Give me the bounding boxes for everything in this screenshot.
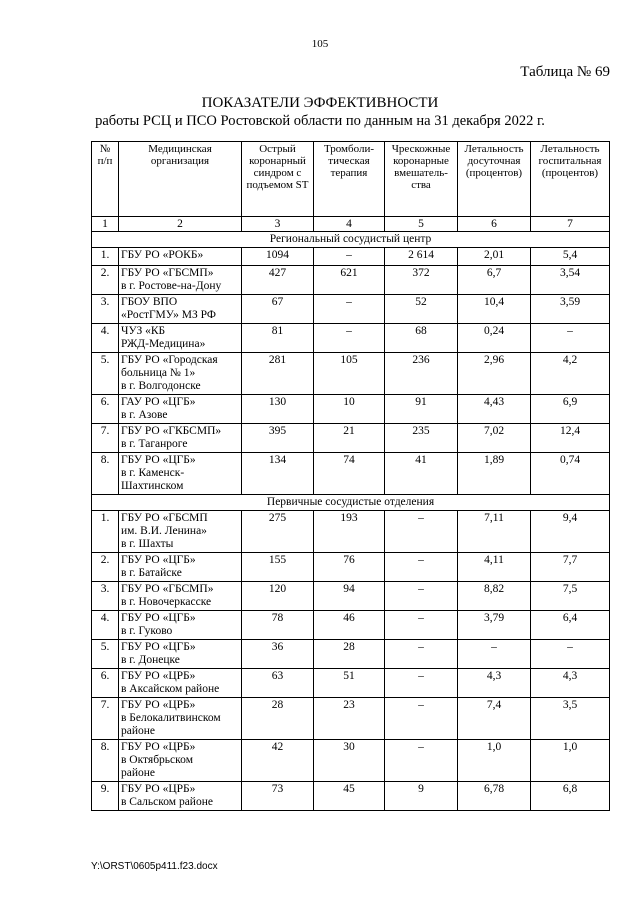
organization-name-line: ГБУ РО «ЦРБ» <box>121 699 196 711</box>
acs-value: 36 <box>242 640 314 669</box>
organization-name-line: в г. Волгодонске <box>121 380 201 392</box>
thrombolysis-value: 30 <box>314 740 385 782</box>
mortality-hospital-value: 9,4 <box>531 511 610 553</box>
section-title: Первичные сосудистые отделения <box>92 495 610 511</box>
acs-value: 427 <box>242 266 314 295</box>
organization-name-line: ЧУЗ «КБ <box>121 325 166 337</box>
thrombolysis-value: 23 <box>314 698 385 740</box>
organization-name-line: больница № 1» <box>121 367 196 379</box>
mortality-hospital-value: – <box>531 324 610 353</box>
organization-cell <box>119 582 242 611</box>
organization-name-line: РЖД-Медицина» <box>121 338 206 350</box>
organization-name-line: в г. Гуково <box>121 625 173 637</box>
organization-name-line: ГБУ РО «ГБСМП» <box>121 267 214 279</box>
row-number: 3. <box>92 295 119 324</box>
table-row <box>92 553 610 582</box>
thrombolysis-value: 94 <box>314 582 385 611</box>
row-number: 7. <box>92 424 119 453</box>
organization-name-line: в Белокалитвинском <box>121 712 221 724</box>
mortality-day-value: 7,02 <box>458 424 531 453</box>
organization-name-line: ГБУ РО «ЦРБ» <box>121 741 196 753</box>
mortality-hospital-value: 6,8 <box>531 782 610 811</box>
mortality-hospital-value: 3,5 <box>531 698 610 740</box>
organization-name-line: Шахтинском <box>121 480 184 492</box>
organization-name-line: ГБУ РО «ЦРБ» <box>121 783 196 795</box>
organization-cell <box>119 248 242 266</box>
organization-name-line: ГБУ РО «ЦРБ» <box>121 670 196 682</box>
table-row <box>92 511 610 553</box>
table-row <box>92 353 610 395</box>
column-number: 4 <box>314 217 385 232</box>
pci-value: 41 <box>385 453 458 495</box>
organization-name-line: в Октябрьском <box>121 754 193 766</box>
column-number-row <box>92 217 610 232</box>
mortality-day-value: 4,11 <box>458 553 531 582</box>
row-number: 5. <box>92 353 119 395</box>
section-header-row <box>92 232 610 248</box>
table-row <box>92 611 610 640</box>
acs-value: 28 <box>242 698 314 740</box>
mortality-day-value: 4,43 <box>458 395 531 424</box>
indicators-table <box>91 141 610 811</box>
table-row <box>92 295 610 324</box>
organization-name-line: в г. Шахты <box>121 538 174 550</box>
pci-value: – <box>385 698 458 740</box>
organization-cell <box>119 698 242 740</box>
organization-name-line: ГБУ РО «ЦГБ» <box>121 612 196 624</box>
column-number: 5 <box>385 217 458 232</box>
mortality-day-value: 2,01 <box>458 248 531 266</box>
mortality-hospital-value: 3,59 <box>531 295 610 324</box>
acs-value: 1094 <box>242 248 314 266</box>
header-thrombolysis: Тромболи-тическая терапия <box>314 142 385 217</box>
pci-value: 52 <box>385 295 458 324</box>
organization-name-line: ГБУ РО «ГБСМП» <box>121 583 214 595</box>
acs-value: 275 <box>242 511 314 553</box>
acs-value: 78 <box>242 611 314 640</box>
mortality-day-value: 6,78 <box>458 782 531 811</box>
organization-name-line: районе <box>121 767 156 779</box>
table-row <box>92 669 610 698</box>
thrombolysis-value: 51 <box>314 669 385 698</box>
row-number: 1. <box>92 248 119 266</box>
mortality-day-value: 3,79 <box>458 611 531 640</box>
acs-value: 134 <box>242 453 314 495</box>
mortality-hospital-value: 5,4 <box>531 248 610 266</box>
row-number: 7. <box>92 698 119 740</box>
thrombolysis-value: 74 <box>314 453 385 495</box>
organization-name-line: районе <box>121 725 156 737</box>
header-pci: Чрескожные коронарные вмешатель-ства <box>385 142 458 217</box>
acs-value: 155 <box>242 553 314 582</box>
thrombolysis-value: 45 <box>314 782 385 811</box>
header-acs-st: Острый коронарный синдром с подъемом ST <box>242 142 314 217</box>
table-caption: Таблица № 69 <box>520 64 610 80</box>
table-row <box>92 698 610 740</box>
pci-value: 91 <box>385 395 458 424</box>
organization-name-line: в г. Азове <box>121 409 168 421</box>
pci-value: 235 <box>385 424 458 453</box>
organization-name-line: ГБУ РО «ГБСМП <box>121 512 208 524</box>
table-row <box>92 640 610 669</box>
organization-name-line: в г. Батайске <box>121 567 182 579</box>
mortality-day-value: 0,24 <box>458 324 531 353</box>
organization-name-line: ГБОУ ВПО <box>121 296 178 308</box>
table-row <box>92 740 610 782</box>
organization-name-line: в г. Таганроге <box>121 438 188 450</box>
thrombolysis-value: 21 <box>314 424 385 453</box>
pci-value: – <box>385 553 458 582</box>
organization-name-line: в г. Ростове-на-Дону <box>121 280 222 292</box>
table-row <box>92 248 610 266</box>
thrombolysis-value: 28 <box>314 640 385 669</box>
table-row <box>92 395 610 424</box>
organization-cell <box>119 740 242 782</box>
mortality-day-value: 1,89 <box>458 453 531 495</box>
organization-cell <box>119 553 242 582</box>
pci-value: 372 <box>385 266 458 295</box>
mortality-hospital-value: 3,54 <box>531 266 610 295</box>
pci-value: 9 <box>385 782 458 811</box>
organization-cell <box>119 611 242 640</box>
thrombolysis-value: 105 <box>314 353 385 395</box>
thrombolysis-value: 46 <box>314 611 385 640</box>
pci-value: – <box>385 511 458 553</box>
pci-value: – <box>385 740 458 782</box>
organization-name-line: ГБУ РО «РОКБ» <box>121 249 204 261</box>
acs-value: 281 <box>242 353 314 395</box>
table-row <box>92 266 610 295</box>
thrombolysis-value: 621 <box>314 266 385 295</box>
pci-value: – <box>385 582 458 611</box>
organization-cell <box>119 395 242 424</box>
organization-cell <box>119 324 242 353</box>
column-number: 7 <box>531 217 610 232</box>
table-row <box>92 424 610 453</box>
mortality-day-value: 10,4 <box>458 295 531 324</box>
organization-cell <box>119 295 242 324</box>
mortality-hospital-value: 0,74 <box>531 453 610 495</box>
organization-cell <box>119 640 242 669</box>
mortality-hospital-value: 6,9 <box>531 395 610 424</box>
row-number: 2. <box>92 553 119 582</box>
row-number: 3. <box>92 582 119 611</box>
organization-cell <box>119 266 242 295</box>
organization-name-line: ГБУ РО «ГКБСМП» <box>121 425 222 437</box>
thrombolysis-value: 76 <box>314 553 385 582</box>
organization-name-line: ГБУ РО «ЦГБ» <box>121 454 196 466</box>
mortality-hospital-value: – <box>531 640 610 669</box>
thrombolysis-value: – <box>314 324 385 353</box>
acs-value: 395 <box>242 424 314 453</box>
table-body <box>92 232 610 811</box>
acs-value: 130 <box>242 395 314 424</box>
file-path-footer: Y:\ORST\0605p411.f23.docx <box>91 861 218 872</box>
table-row <box>92 453 610 495</box>
header-organization: Медицинская организация <box>119 142 242 217</box>
acs-value: 81 <box>242 324 314 353</box>
mortality-day-value: 8,82 <box>458 582 531 611</box>
table-row <box>92 582 610 611</box>
organization-cell <box>119 669 242 698</box>
header-mortality-hospital: Летальность госпитальная (процентов) <box>531 142 610 217</box>
pci-value: – <box>385 611 458 640</box>
row-number: 6. <box>92 669 119 698</box>
pci-value: 68 <box>385 324 458 353</box>
row-number: 6. <box>92 395 119 424</box>
section-title: Региональный сосудистый центр <box>92 232 610 248</box>
mortality-day-value: 6,7 <box>458 266 531 295</box>
row-number: 5. <box>92 640 119 669</box>
organization-name-line: «РостГМУ» МЗ РФ <box>121 309 216 321</box>
organization-name-line: в Аксайском районе <box>121 683 220 695</box>
organization-name-line: в г. Новочеркасске <box>121 596 212 608</box>
pci-value: – <box>385 669 458 698</box>
mortality-day-value: 7,4 <box>458 698 531 740</box>
row-number: 8. <box>92 453 119 495</box>
row-number: 1. <box>92 511 119 553</box>
organization-name-line: ГБУ РО «ЦГБ» <box>121 554 196 566</box>
organization-name-line: в г. Каменск- <box>121 467 185 479</box>
thrombolysis-value: 10 <box>314 395 385 424</box>
mortality-day-value: – <box>458 640 531 669</box>
column-number: 2 <box>119 217 242 232</box>
acs-value: 67 <box>242 295 314 324</box>
document-subtitle: работы РСЦ и ПСО Ростовской области по данным на 31 декабря 2022 г. <box>95 113 545 129</box>
thrombolysis-value: 193 <box>314 511 385 553</box>
organization-cell <box>119 511 242 553</box>
row-number: 9. <box>92 782 119 811</box>
acs-value: 42 <box>242 740 314 782</box>
mortality-hospital-value: 7,7 <box>531 553 610 582</box>
row-number: 4. <box>92 611 119 640</box>
mortality-day-value: 1,0 <box>458 740 531 782</box>
header-mortality-day: Летальность досуточная (процентов) <box>458 142 531 217</box>
table-row <box>92 324 610 353</box>
mortality-day-value: 7,11 <box>458 511 531 553</box>
mortality-hospital-value: 1,0 <box>531 740 610 782</box>
thrombolysis-value: – <box>314 295 385 324</box>
mortality-hospital-value: 12,4 <box>531 424 610 453</box>
column-number: 3 <box>242 217 314 232</box>
organization-name-line: ГБУ РО «ЦГБ» <box>121 641 196 653</box>
acs-value: 63 <box>242 669 314 698</box>
mortality-hospital-value: 7,5 <box>531 582 610 611</box>
row-number: 2. <box>92 266 119 295</box>
thrombolysis-value: – <box>314 248 385 266</box>
organization-cell <box>119 424 242 453</box>
organization-name-line: им. В.И. Ленина» <box>121 525 207 537</box>
row-number: 8. <box>92 740 119 782</box>
organization-name-line: в Сальском районе <box>121 796 213 808</box>
mortality-hospital-value: 4,2 <box>531 353 610 395</box>
mortality-day-value: 4,3 <box>458 669 531 698</box>
organization-cell <box>119 353 242 395</box>
page-number: 105 <box>311 38 329 50</box>
organization-name-line: ГАУ РО «ЦГБ» <box>121 396 196 408</box>
table-row <box>92 782 610 811</box>
organization-name-line: в г. Донецке <box>121 654 180 666</box>
organization-cell <box>119 782 242 811</box>
pci-value: – <box>385 640 458 669</box>
mortality-day-value: 2,96 <box>458 353 531 395</box>
document-title: ПОКАЗАТЕЛИ ЭФФЕКТИВНОСТИ <box>201 95 439 111</box>
row-number: 4. <box>92 324 119 353</box>
acs-value: 120 <box>242 582 314 611</box>
acs-value: 73 <box>242 782 314 811</box>
pci-value: 236 <box>385 353 458 395</box>
header-num: № п/п <box>92 142 119 217</box>
organization-cell <box>119 453 242 495</box>
pci-value: 2 614 <box>385 248 458 266</box>
section-header-row <box>92 495 610 511</box>
column-number: 6 <box>458 217 531 232</box>
mortality-hospital-value: 6,4 <box>531 611 610 640</box>
header-row <box>92 142 610 217</box>
column-number: 1 <box>92 217 119 232</box>
organization-name-line: ГБУ РО «Городская <box>121 354 218 366</box>
mortality-hospital-value: 4,3 <box>531 669 610 698</box>
